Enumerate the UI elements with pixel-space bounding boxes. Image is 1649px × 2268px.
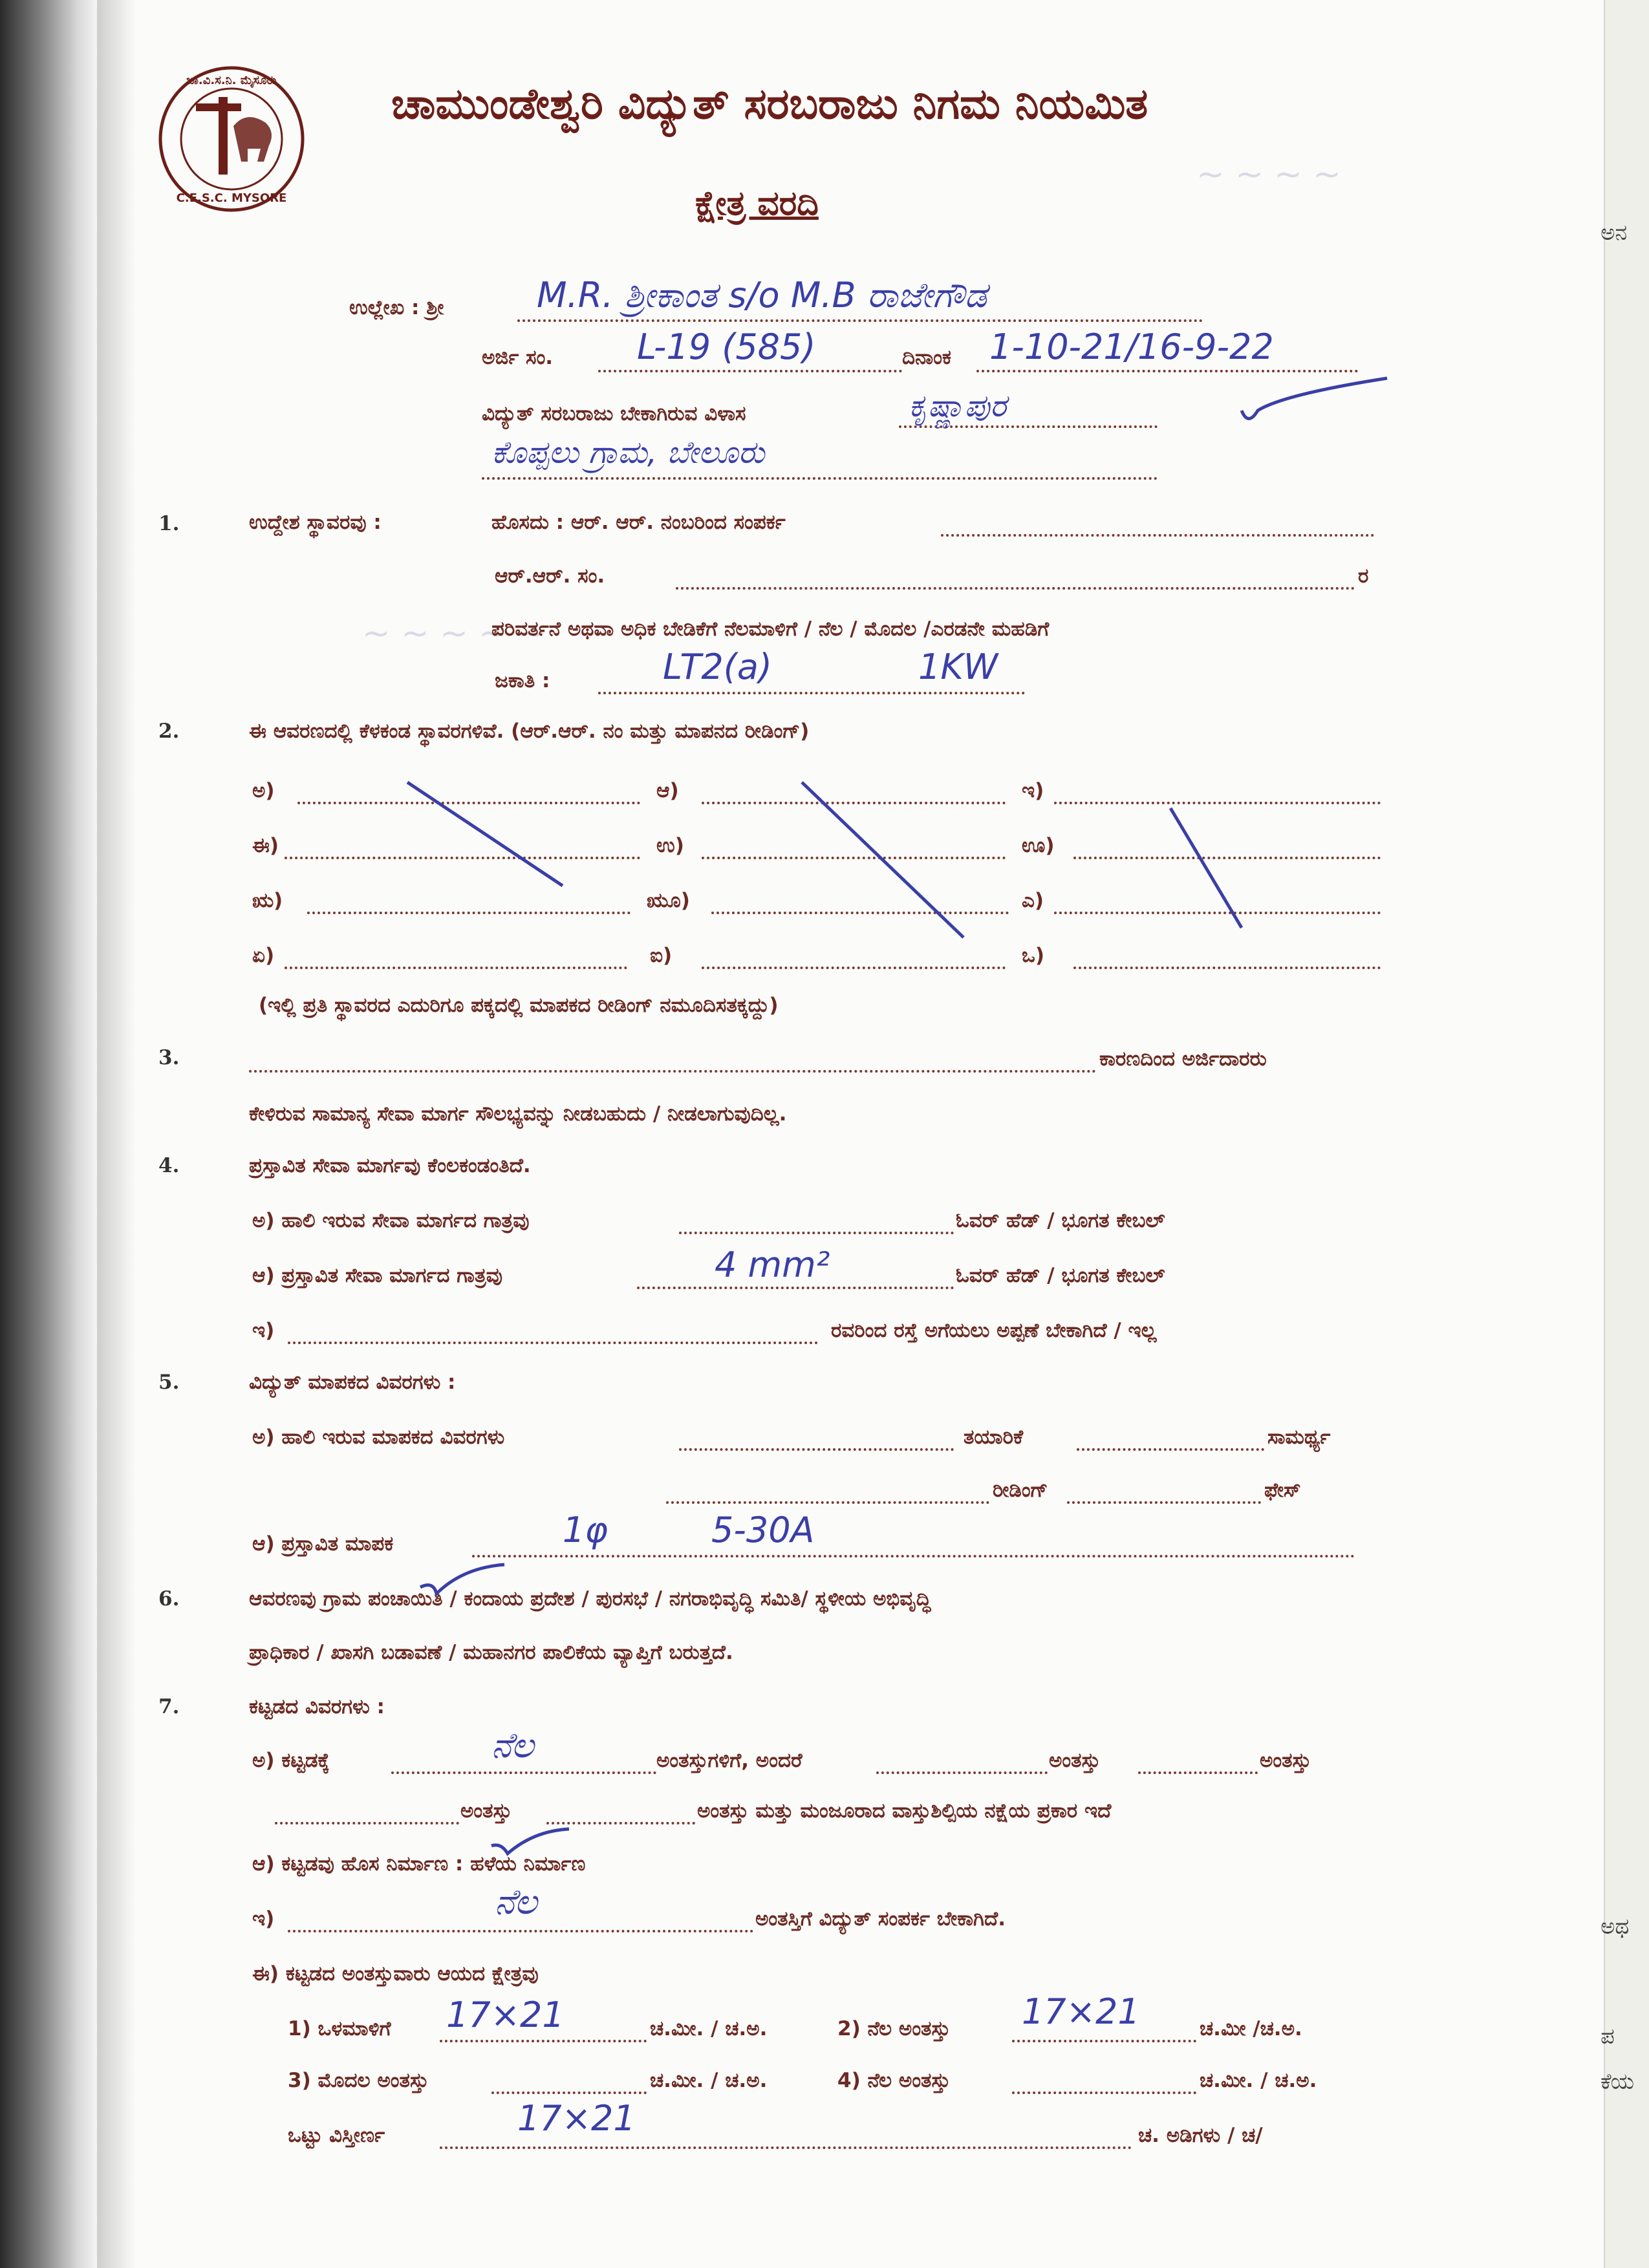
section-2-note: (ಇಲ್ಲಿ ಪ್ರತಿ ಸ್ಥಾವರದ ಎದುರಿಗೂ ಪಕ್ಕದಲ್ಲಿ ಮಾಪಕದ ರೀಡಿಂಗ್ ನಮೂದಿಸತಕ್ಕದ್ದು)	[259, 994, 779, 1017]
section-number: 6.	[158, 1587, 180, 1610]
existing-line-suffix: ಓವರ್ ಹೆಡ್ / ಭೂಗತ ಕೇಬಲ್	[956, 1209, 1165, 1232]
reason-suffix: ಕಾರಣದಿಂದ ಅರ್ಜಿದಾರರು	[1099, 1047, 1267, 1071]
ref-name-value: M.R. ಶ್ರೀಕಾಂತ s/o M.B ರಾಜೇಗೌಡ	[537, 275, 987, 316]
total-area-unit: ಚ. ಅಡಿಗಳು / ಚ/	[1138, 2124, 1263, 2147]
ref-name-line	[517, 319, 1203, 322]
proposed-line-blank	[637, 1287, 954, 1289]
existing-line-label: ಅ) ಹಾಲಿ ಇರುವ ಸೇವಾ ಮಾರ್ಗದ ಗಾತ್ರವು	[252, 1209, 530, 1232]
reading-label: ರೀಡಿಂಗ್	[993, 1479, 1048, 1502]
load-value: 1KW	[918, 647, 998, 687]
connection-floor-label: ಇ)	[252, 1907, 275, 1931]
section-number: 3.	[158, 1046, 180, 1069]
road-cut-label: ಇ)	[252, 1319, 275, 1342]
building-line2-mid: ಅಂತಸ್ತು	[460, 1799, 512, 1823]
address-line-2	[482, 477, 1158, 480]
underlying-page-text: ಅಥ	[1600, 1914, 1630, 1940]
section-number: 5.	[158, 1371, 180, 1394]
second-ground-unit: ಚ.ಮೀ. / ಚ.ಅ.	[1200, 2069, 1317, 2092]
app-no-line	[598, 370, 902, 372]
installation-line	[1073, 967, 1381, 969]
purpose-label: ಉದ್ದೇಶ ಸ್ಥಾವರವು :	[249, 511, 382, 534]
underlying-page-text: ಕೆಯ	[1600, 2069, 1634, 2095]
building-line2-suffix: ಅಂತಸ್ತು ಮತ್ತು ಮಂಜೂರಾದ ವಾಸ್ತುಶಿಲ್ಪಿಯ ನಕ್ಷೆಯ ಪ್ರಕಾರ ಇದೆ	[697, 1799, 1112, 1823]
installation-label: ಎ)	[1022, 889, 1044, 912]
maker-label: ತಯಾರಿಕೆ	[964, 1426, 1024, 1449]
building-label: ಅ) ಕಟ್ಟಡಕ್ಕೆ	[252, 1749, 330, 1772]
ground-floor-label: 2) ನೆಲ ಅಂತಸ್ತು	[837, 2017, 951, 2040]
bleed-through-mark: ~ ~ ~ ~ ~	[362, 614, 546, 653]
first-floor-blank	[491, 2091, 647, 2094]
installation-label: ಋೂ)	[647, 889, 690, 912]
existing-line-blank	[679, 1232, 954, 1234]
installation-label: ಆ)	[656, 779, 679, 802]
date-value: 1-10-21/16-9-22	[989, 326, 1274, 367]
proposed-line-label: ಆ) ಪ್ರಸ್ತಾವಿತ ಸೇವಾ ಮಾರ್ಗದ ಗಾತ್ರವು	[252, 1264, 502, 1287]
logo-text-top: ಚಾ.ವಿ.ಸ.ನಿ. ಮೈಸೂರು	[186, 74, 277, 87]
installation-label: ಋ)	[252, 889, 283, 912]
date-line	[976, 370, 1358, 372]
building-blank-4	[275, 1822, 459, 1824]
first-floor-label: 3) ಮೊದಲ ಅಂತಸ್ತು	[288, 2069, 429, 2092]
ref-label: ಉಲ್ಲೇಖ : ಶ್ರೀ	[349, 296, 444, 319]
total-area-value: 17×21	[517, 2098, 636, 2139]
form-title: ಚಾಮುಂಡೇಶ್ವರಿ ವಿದ್ಯುತ್ ಸರಬರಾಜು ನಿಗಮ ನಿಯಮಿತ	[391, 79, 1148, 129]
tick-mark	[485, 1826, 576, 1859]
section-4-title: ಪ್ರಸ್ತಾವಿತ ಸೇವಾ ಮಾರ್ಗವು ಕೆಂಲಕಂಡಂತಿದೆ.	[249, 1154, 531, 1177]
basement-value: 17×21	[446, 1995, 565, 2035]
check-mark	[1232, 375, 1400, 433]
maker-blank	[1077, 1448, 1264, 1451]
building-floors-value: ನೆಲ	[491, 1725, 534, 1766]
bleed-through-mark: ~ ~ ~ ~	[1196, 155, 1341, 194]
capacity-label: ಸಾಮರ್ಥ್ಯ	[1267, 1426, 1331, 1449]
second-ground-label: 4) ನೆಲ ಅಂತಸ್ತು	[837, 2069, 951, 2092]
building-floors-blank	[391, 1771, 656, 1774]
building-blank-5	[546, 1822, 695, 1824]
building-mid-1: ಅಂತಸ್ತುಗಳಿಗೆ, ಅಂದರೆ	[656, 1749, 803, 1772]
underlying-page-text: ಅನ	[1600, 220, 1628, 246]
phase-blank	[1067, 1501, 1261, 1504]
proposed-meter-phase: 1φ	[563, 1510, 608, 1550]
section-6-line-2: ಪ್ರಾಧಿಕಾರ / ಖಾಸಗಿ ಬಡಾವಣೆ / ಮಹಾನಗರ ಪಾಲಿಕೆಯ ವ್ಯಾಪ್ತಿಗೆ ಬರುತ್ತದೆ.	[249, 1641, 733, 1664]
proposed-meter-blank	[472, 1555, 1355, 1557]
address-line-1	[899, 425, 1158, 428]
basement-blank	[440, 2040, 647, 2042]
section-2-title: ಈ ಆವರಣದಲ್ಲಿ ಕೆಳಕಂಡ ಸ್ಥಾವರಗಳಿವೆ. (ಆರ್.ಆರ್. ನಂ ಮತ್ತು ಮಾಪನದ ರೀಡಿಂಗ್)	[249, 720, 810, 743]
tariff-value: LT2(a)	[663, 647, 772, 687]
second-ground-blank	[1012, 2091, 1196, 2094]
total-area-label: ಒಟ್ಟು ವಿಸ್ತೀರ್ಣ	[288, 2124, 385, 2147]
reading-blank	[666, 1501, 989, 1504]
installation-line	[285, 967, 627, 969]
building-blank-3	[1138, 1771, 1258, 1774]
tick-mark	[414, 1558, 511, 1597]
strike-through-lines	[388, 763, 1261, 957]
section-7-title: ಕಟ್ಟಡದ ವಿವರಗಳು :	[249, 1695, 385, 1718]
section-number: 4.	[158, 1154, 180, 1177]
section-3-line-2: ಕೇಳಿರುವ ಸಾಮಾನ್ಯ ಸೇವಾ ಮಾರ್ಗ ಸೌಲಭ್ಯವನ್ನು ನೀಡಬಹುದು / ನೀಡಲಾಗುವುದಿಲ್ಲ.	[249, 1102, 787, 1126]
installation-label: ಉ)	[656, 834, 684, 857]
tariff-line	[598, 692, 1025, 694]
proposed-line-value: 4 mm²	[715, 1245, 830, 1285]
existing-meter-label: ಅ) ಹಾಲಿ ಇರುವ ಮಾಪಕದ ವಿವರಗಳು	[252, 1426, 505, 1449]
form-subtitle: ಕ್ಷೇತ್ರ ವರದಿ	[695, 184, 819, 223]
section-number: 7.	[158, 1695, 180, 1718]
app-no-value: L-19 (585)	[637, 326, 816, 367]
first-floor-unit: ಚ.ಮೀ. / ಚ.ಅ.	[650, 2069, 768, 2092]
address-value-2: ಕೊಪ್ಪಲು ಗ್ರಾಮ, ಬೇಲೂರು	[491, 434, 765, 471]
section-5-title: ವಿದ್ಯುತ್ ಮಾಪಕದ ವಿವರಗಳು :	[249, 1371, 456, 1394]
date-label: ದಿನಾಂಕ	[902, 346, 951, 369]
address-label: ವಿದ್ಯುತ್ ಸರಬರಾಜು ಬೇಕಾಗಿರುವ ವಿಳಾಸ	[482, 402, 746, 425]
connection-floor-blank	[288, 1930, 753, 1932]
installation-label: ಐ)	[650, 944, 673, 967]
proposed-meter-label: ಆ) ಪ್ರಸ್ತಾವಿತ ಮಾಪಕ	[252, 1532, 394, 1556]
construction-type: ಆ) ಕಟ್ಟಡವು ಹೊಸ ನಿರ್ಮಾಣ : ಹಳೆಯ ನಿರ್ಮಾಣ	[252, 1852, 586, 1876]
proposed-line-suffix: ಓವರ್ ಹೆಡ್ / ಭೂಗತ ಕೇಬಲ್	[956, 1264, 1165, 1287]
tariff-label: ಜಕಾತಿ :	[495, 669, 550, 692]
building-mid-3: ಅಂತಸ್ತು	[1260, 1749, 1311, 1772]
floor-area-title: ಈ) ಕಟ್ಟಡದ ಅಂತಸ್ತುವಾರು ಆಯದ ಕ್ಷೇತ್ರವು	[252, 1962, 539, 1985]
building-mid-2: ಅಂತಸ್ತು	[1049, 1749, 1101, 1772]
installation-label: ಊ)	[1022, 834, 1055, 857]
ground-floor-unit: ಚ.ಮೀ /ಚ.ಅ.	[1200, 2017, 1302, 2040]
existing-meter-blank	[679, 1448, 954, 1451]
installation-line	[702, 967, 1006, 969]
app-no-label: ಅರ್ಜಿ ಸಂ.	[482, 346, 554, 369]
book-binding	[0, 0, 97, 2268]
installation-label: ಏ)	[252, 944, 275, 967]
logo-text-bottom: C.E.S.C. MYSORE	[176, 191, 287, 205]
connection-floor-value: ನೆಲ	[495, 1881, 537, 1922]
rr-no-label: ಆರ್.ಆರ್. ಸಂ.	[495, 564, 605, 588]
proposed-meter-rating: 5-30A	[711, 1510, 815, 1550]
rr-no-suffix: ರ	[1358, 564, 1369, 588]
installation-label: ಈ)	[252, 834, 279, 857]
connection-floor-suffix: ಅಂತಸ್ತಿಗೆ ವಿದ್ಯುತ್ ಸಂಪರ್ಕ ಬೇಕಾಗಿದೆ.	[755, 1907, 1006, 1931]
reason-line	[249, 1070, 1096, 1073]
section-number: 1.	[158, 512, 180, 535]
change-label: ಪರಿವರ್ತನೆ ಅಥವಾ ಅಧಿಕ ಬೇಡಿಕೆಗೆ ನೆಲಮಾಳಿಗೆ / ನೆಲ / ಮೊದಲ /ಎರಡನೇ ಮಹಡಿಗೆ	[491, 617, 1050, 641]
installation-label: ಒ)	[1022, 944, 1044, 967]
building-blank-2	[876, 1771, 1048, 1774]
spine-shadow	[97, 0, 136, 2268]
basement-unit: ಚ.ಮೀ. / ಚ.ಅ.	[650, 2017, 768, 2040]
underlying-page-text: ಪ	[1600, 2024, 1615, 2049]
address-value-1: ಕೃಷ್ಣಾಪುರ	[909, 388, 1007, 424]
installation-label: ಇ)	[1022, 779, 1044, 802]
total-area-blank	[440, 2146, 1132, 2149]
ground-floor-value: 17×21	[1022, 1991, 1140, 2032]
road-cut-suffix: ರವರಿಂದ ರಸ್ತೆ ಅಗೆಯಲು ಅಪ್ಪಣೆ ಬೇಕಾಗಿದೆ / ಇಲ್ಲ	[831, 1319, 1157, 1342]
ground-floor-blank	[1012, 2040, 1196, 2042]
cesc-logo	[157, 65, 306, 213]
phase-label: ಫೇಸ್	[1264, 1479, 1301, 1502]
new-connection-label: ಹೊಸದು : ಆರ್. ಆರ್. ನಂಬರಿಂದ ಸಂಪರ್ಕ	[491, 511, 786, 534]
new-connection-line	[941, 534, 1374, 537]
rr-no-line	[676, 587, 1355, 590]
section-number: 2.	[158, 720, 180, 743]
basement-label: 1) ಒಳಮಾಳಿಗೆ	[288, 2017, 391, 2040]
section-6-line-1: ಆವರಣವು ಗ್ರಾಮ ಪಂಚಾಯಿತಿ / ಕಂದಾಯ ಪ್ರದೇಶ / ಪುರಸಭೆ / ನಗರಾಭಿವೃದ್ಧಿ ಸಮಿತಿ/ ಸ್ಥಳೀಯ ಅಭಿವೃದ್ಧಿ	[249, 1587, 931, 1610]
road-cut-blank	[288, 1342, 818, 1344]
installation-label: ಅ)	[252, 779, 275, 802]
